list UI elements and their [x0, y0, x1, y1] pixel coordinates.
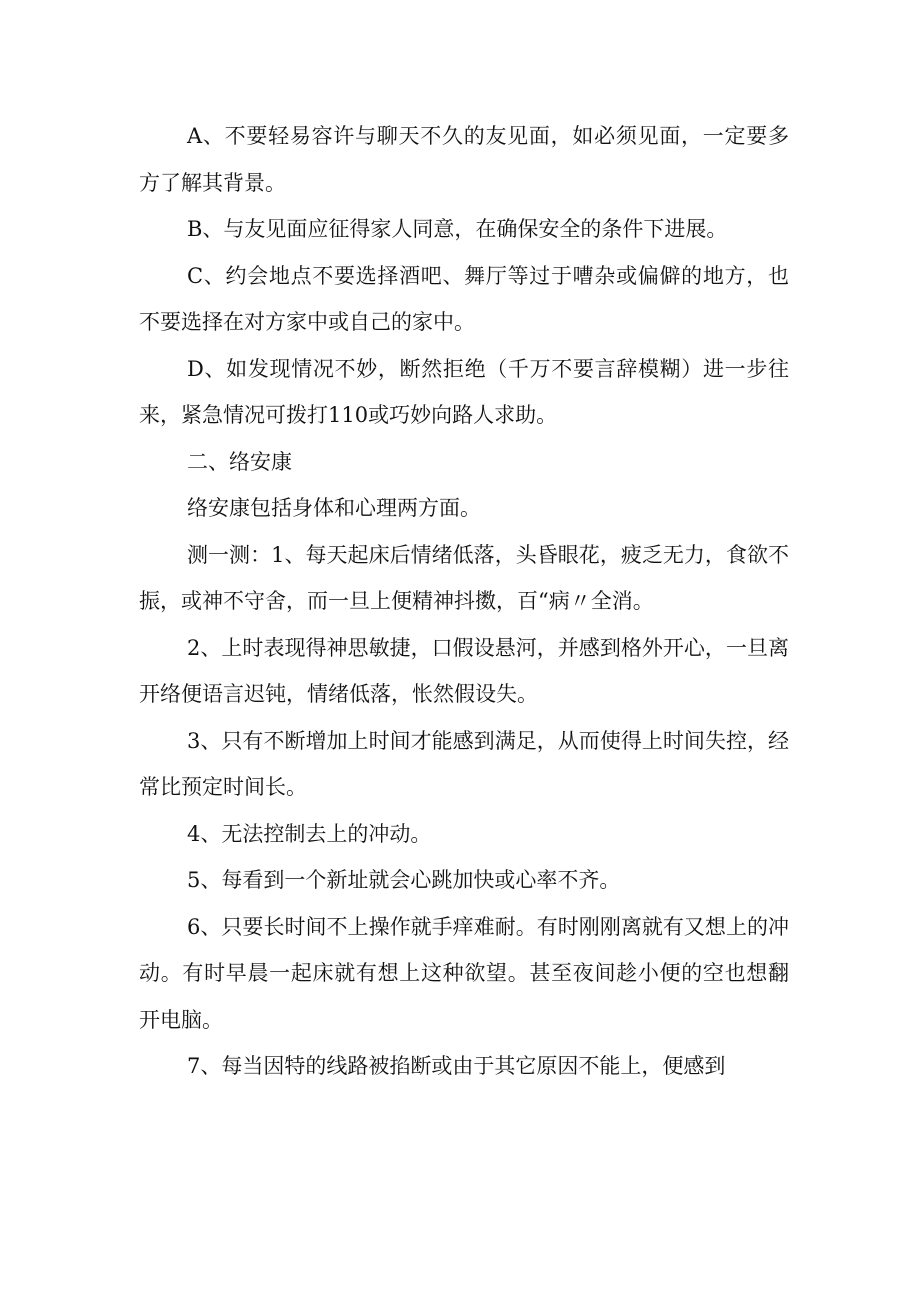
section-heading: 二、络安康 [187, 449, 292, 474]
paragraph-test-2: 2、上时表现得神思敏捷，口假设悬河，并感到格外开心，一旦离开络便语言迟钝，情绪低落，怅然假设失。 [139, 635, 789, 706]
paragraph-test-7: 7、每当因特的线路被掐断或由于其它原因不能上，便感到 [187, 1054, 726, 1078]
document-body [139, 113, 789, 1090]
paragraph-test-1: 测一测：1、每天起床后情绪低落，头昏眼花，疲乏无力，食欲不振，或神不守舍，而一旦上便精神抖擞，百“病〃全消。 [139, 542, 789, 613]
paragraph-test-5: 5、每看到一个新址就会心跳加快或心率不齐。 [187, 868, 621, 892]
paragraph-safety-d: D、如发现情况不妙，断然拒绝（千万不要言辞模糊）进一步往来，紧急情况可拨打110或巧妙向路人求助。 [139, 356, 789, 427]
paragraph-test-6: 6、只要长时间不上操作就手痒难耐。有时刚刚离就有又想上的冲动。有时早晨一起床就有想上这种欲望。甚至夜间趁小便的空也想翻开电脑。 [139, 914, 789, 1032]
paragraph-test-3: 3、只有不断增加上时间才能感到满足，从而使得上时间失控，经常比预定时间长。 [139, 728, 789, 799]
paragraph-safety-b: B、与友见面应征得家人同意，在确保安全的条件下进展。 [187, 217, 728, 241]
paragraph-test-4: 4、无法控制去上的冲动。 [187, 821, 432, 846]
paragraph-safety-c: C、约会地点不要选择酒吧、舞厅等过于嘈杂或偏僻的地方，也不要选择在对方家中或自己的家中。 [139, 263, 789, 334]
paragraph-intro: 络安康包括身体和心理两方面。 [187, 496, 481, 520]
paragraph-safety-a: A、不要轻易容许与聊天不久的友见面，如必须见面，一定要多方了解其背景。 [139, 124, 789, 195]
